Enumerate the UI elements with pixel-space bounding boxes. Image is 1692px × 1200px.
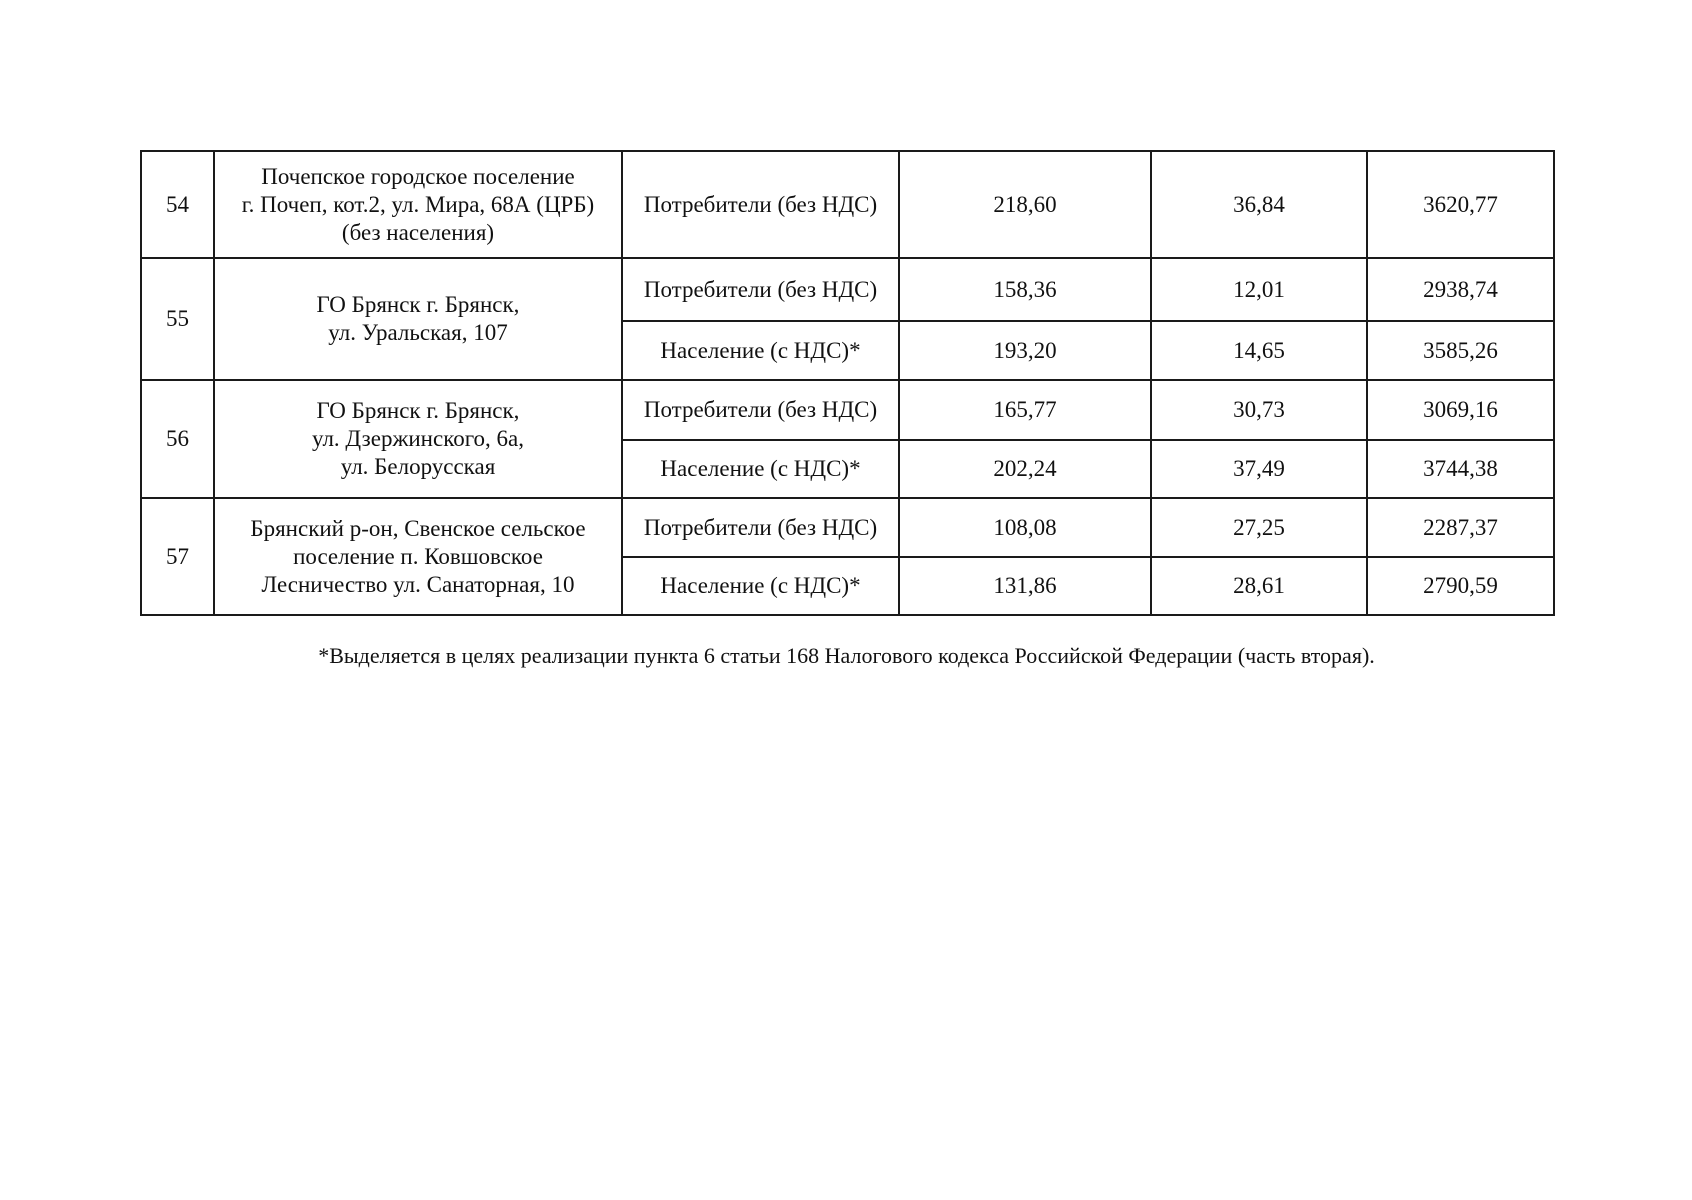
footnote: *Выделяется в целях реализации пункта 6 статьи 168 Налогового кодекса Российской Федерации (часть вторая). <box>318 643 1375 668</box>
address-line: (без населения) <box>341 219 495 245</box>
address-line: ул. Уральская, 107 <box>328 320 508 345</box>
value-cell: 36,84 <box>1151 151 1367 258</box>
value-cell: 30,73 <box>1151 380 1367 440</box>
row-number: 56 <box>141 380 214 498</box>
address-cell <box>214 258 622 380</box>
address-line: Брянский р-он, Свенское сельское <box>250 515 586 541</box>
address-line: ГО Брянск г. Брянск, <box>316 398 520 423</box>
table-row <box>141 151 1554 258</box>
value-cell: 2938,74 <box>1367 258 1554 321</box>
row-number: 55 <box>141 258 214 380</box>
address-cell <box>214 498 622 615</box>
value-cell: 3069,16 <box>1367 380 1554 440</box>
address-line: ул. Дзержинского, 6а, <box>311 426 525 451</box>
value-cell: 3585,26 <box>1367 321 1554 380</box>
value-cell: 193,20 <box>899 321 1151 380</box>
address-cell <box>214 151 622 258</box>
address-line: Лесничество ул. Санаторная, 10 <box>261 571 575 597</box>
value-cell: 3620,77 <box>1367 151 1554 258</box>
address-cell <box>214 380 622 498</box>
consumer-category: Население (с НДС)* <box>622 440 899 498</box>
consumer-category: Потребители (без НДС) <box>622 151 899 258</box>
value-cell: 28,61 <box>1151 557 1367 615</box>
value-cell: 158,36 <box>899 258 1151 321</box>
consumer-category: Потребители (без НДС) <box>622 380 899 440</box>
address-line: г. Почеп, кот.2, ул. Мира, 68А (ЦРБ) <box>241 191 595 217</box>
table-row <box>141 498 1554 557</box>
value-cell: 27,25 <box>1151 498 1367 557</box>
row-number: 54 <box>141 151 214 258</box>
address-line: поселение п. Ковшовское <box>293 543 543 569</box>
consumer-category: Потребители (без НДС) <box>622 258 899 321</box>
consumer-category: Потребители (без НДС) <box>622 498 899 557</box>
value-cell: 165,77 <box>899 380 1151 440</box>
value-cell: 3744,38 <box>1367 440 1554 498</box>
value-cell: 108,08 <box>899 498 1151 557</box>
value-cell: 12,01 <box>1151 258 1367 321</box>
address-line: ГО Брянск г. Брянск, <box>316 292 520 317</box>
value-cell: 2287,37 <box>1367 498 1554 557</box>
tariff-table <box>140 150 1555 616</box>
table-row <box>141 380 1554 440</box>
value-cell: 2790,59 <box>1367 557 1554 615</box>
consumer-category: Население (с НДС)* <box>622 321 899 380</box>
consumer-category: Население (с НДС)* <box>622 557 899 615</box>
value-cell: 37,49 <box>1151 440 1367 498</box>
address-line: Почепское городское поселение <box>261 163 575 189</box>
row-number: 57 <box>141 498 214 615</box>
value-cell: 202,24 <box>899 440 1151 498</box>
value-cell: 14,65 <box>1151 321 1367 380</box>
table-row <box>141 258 1554 321</box>
address-line: ул. Белорусская <box>340 454 496 479</box>
value-cell: 131,86 <box>899 557 1151 615</box>
value-cell: 218,60 <box>899 151 1151 258</box>
